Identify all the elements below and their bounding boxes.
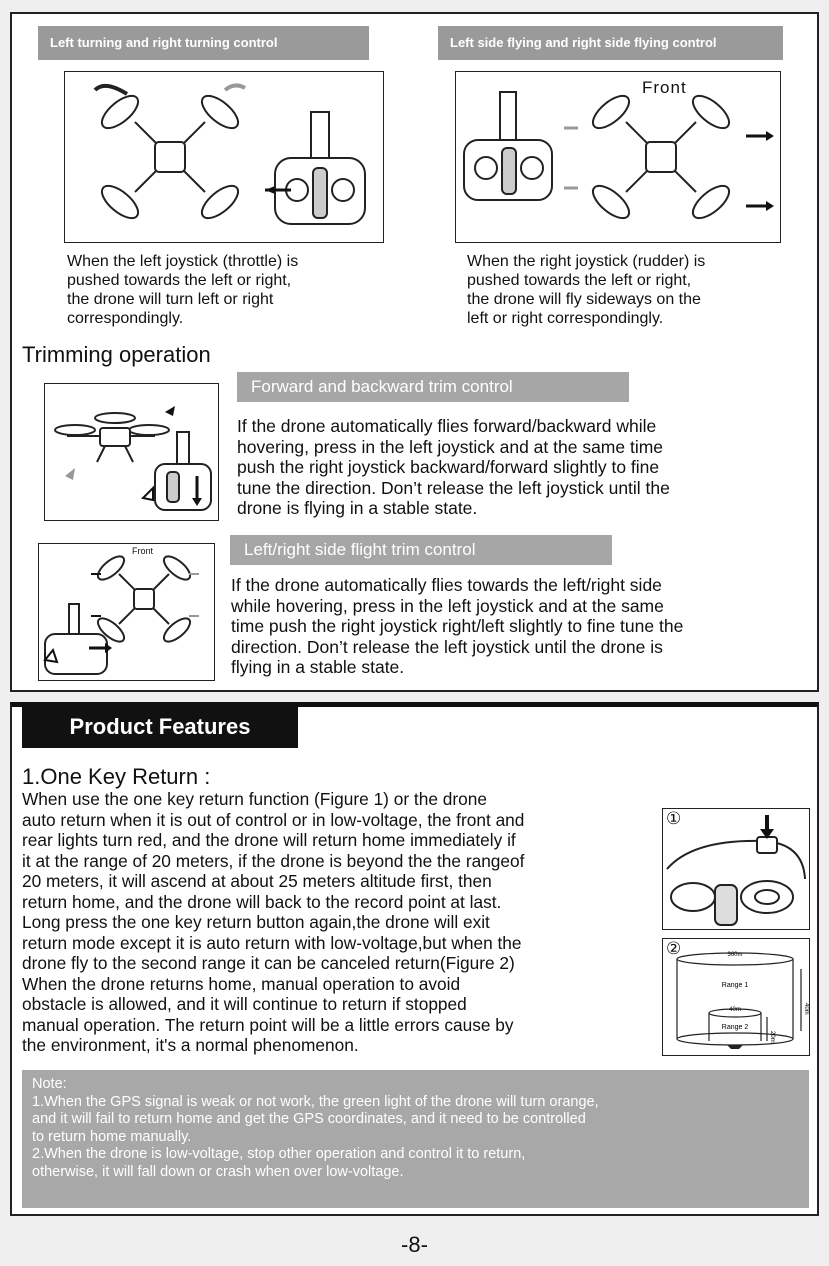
side-trim-illustration [38,543,215,681]
note-box: Note: 1.When the GPS signal is weak or not work, the green light of the drone will turn orange, and it will fail to return home and get the GPS coordinates, and it need to be controlled to return home manually. 2.When the drone is low-voltage, stop other operation and control it to return, otherwise, it will fall down or crash when over low-voltage. [22,1070,809,1208]
figure-1 [662,808,810,930]
forward-trim-text: If the drone automatically flies forward/backward while hovering, press in the left joystick and at the same time push the right joystick backward/forward slightly to fine tune the direction. Don’t release the left joystick until the drone is flying in a stable state. [237,416,670,518]
side-caption: When the right joystick (rudder) is pushed towards the left or right, the drone will fly sideways on the left or right correspondingly. [467,253,706,327]
fig2-range2: Range 2 [721,1024,749,1031]
drone-side-flying-icon [456,72,779,241]
page-number: -8- [401,1232,428,1257]
side-trim-header: Left/right side flight trim control [230,535,612,565]
forward-trim-header: Forward and backward trim control [237,372,629,402]
return-range-diagram [663,939,808,1054]
side-trim-front-label: Front [132,546,154,556]
trimming-title: Trimming operation [22,342,211,367]
side-flying-illustration [455,71,781,243]
fig2-top-dim: 360m [727,952,743,958]
fig2-inner-dim: 40m [729,1007,741,1013]
turn-control-header: Left turning and right turning control [38,26,369,60]
fig2-right-dim: 40m [803,1003,809,1015]
figure-2 [662,938,810,1056]
one-key-return-title: 1.One Key Return : [22,764,211,789]
figure-2-label: ② [666,939,682,958]
turn-illustration [64,71,384,243]
side-trim-text: If the drone automatically flies towards the left/right side while hovering, press in the left joystick and at the same time push the right joystick right/left slightly to fine tune the direction. Don’t release the left joystick until the drone is flying in a stable state. [231,575,684,677]
turn-caption: When the left joystick (throttle) is pushed towards the left or right, the drone will turn left or right correspondingly. [67,253,299,327]
front-label: Front [642,78,687,97]
side-flying-header: Left side flying and right side flying control [438,26,783,60]
figure-1-label: ① [666,809,682,828]
one-key-return-text: When use the one key return function (Figure 1) or the drone auto return when it is out of control or in low-voltage, the front and rear lights turn red, and the drone will return home immediately if it at the range of 20 meters, if the drone is beyond the the rangeof 20 meters, it will ascend at about 25 meters altitude first, then return home, and the drone will back to the record point at last. Long press the one key return button again,the drone will exit return mode except it is auto return with low-voltage,but when the drone fly to the second range it can be canceled return(Figure 2) When the drone returns home, manual operation to avoid obstacle is allowed, and it will continue to return if stopped manual operation. The return point will be a little errors cause by the environment, it's a normal phenomenon. [22,789,525,1055]
drone-turn-icon [65,72,382,241]
controller-return-button-icon [663,809,808,928]
drone-forward-trim-icon [45,384,217,519]
product-features-tab: Product Features [22,706,298,748]
drone-side-trim-icon [39,544,213,679]
fig2-range1: Range 1 [721,982,749,989]
forward-trim-illustration [44,383,219,521]
fig2-inner-height: 20m [769,1031,775,1043]
